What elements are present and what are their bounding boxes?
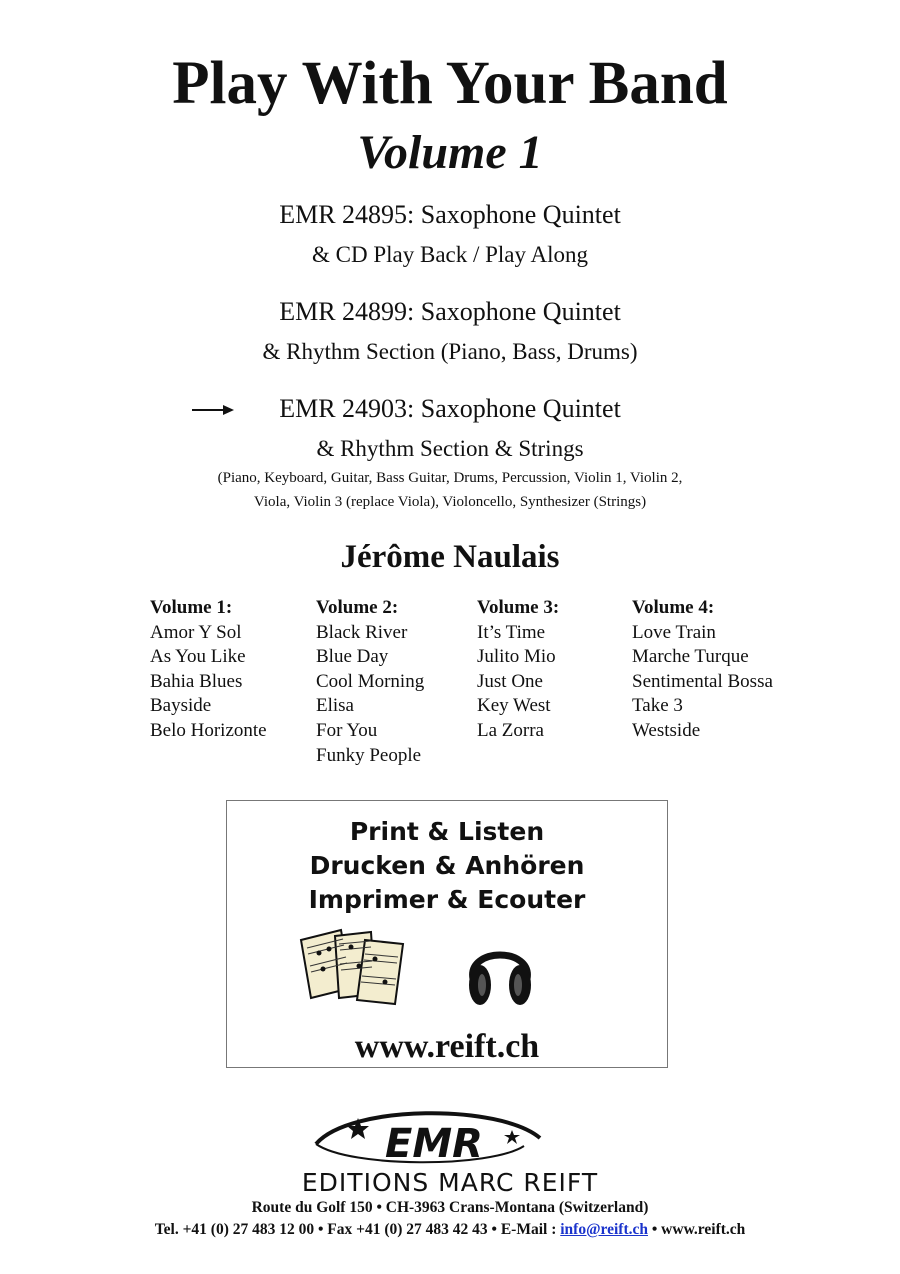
edition-3-subtitle: & Rhythm Section & Strings	[316, 436, 584, 461]
page-title: Play With Your Band	[172, 50, 728, 117]
volume-heading: Volume 4:	[632, 597, 715, 618]
volume-4-list	[632, 596, 773, 744]
list-item: Funky People	[316, 744, 422, 766]
print-listen-box	[226, 800, 668, 1068]
edition-3-instruments-line-2: Viola, Violin 3 (replace Viola), Violoncello, Synthesizer (Strings)	[253, 494, 647, 510]
publisher-address: Route du Golf 150 • CH-3963 Crans-Montana (Switzerland)	[251, 1199, 649, 1216]
list-item: Love Train	[632, 621, 716, 643]
list-item: Elisa	[316, 695, 354, 717]
list-item: Marche Turque	[632, 646, 749, 668]
list-item: Black River	[316, 621, 408, 643]
volume-2-list	[316, 596, 424, 768]
print-listen-line-fr: Imprimer & Ecouter	[308, 885, 586, 914]
composer-name: Jérôme Naulais	[340, 539, 560, 575]
edition-3-instruments-line-1: (Piano, Keyboard, Guitar, Bass Guitar, Drums, Percussion, Violin 1, Violin 2,	[217, 470, 683, 486]
emr-logo	[310, 1108, 546, 1170]
volume-1-list	[150, 596, 267, 744]
list-item: Just One	[477, 670, 543, 692]
print-listen-line-de: Drucken & Anhören	[309, 851, 585, 880]
edition-3-title: EMR 24903: Saxophone Quintet	[279, 394, 621, 423]
headphones-icon	[463, 929, 537, 1011]
list-item: Blue Day	[316, 646, 389, 668]
list-item: Belo Horizonte	[150, 719, 267, 741]
list-item: It’s Time	[477, 621, 546, 643]
sheet-music-icon	[299, 926, 414, 1006]
list-item: Key West	[477, 695, 551, 717]
list-item: For You	[316, 719, 378, 741]
website-url[interactable]: www.reift.ch	[354, 1028, 540, 1065]
list-item: Bayside	[150, 695, 212, 717]
contact-suffix[interactable]: • www.reift.ch	[648, 1221, 746, 1238]
list-item: La Zorra	[477, 719, 544, 741]
volume-heading: Volume 1:	[150, 597, 233, 618]
volume-heading: Volume 2:	[316, 597, 399, 618]
publisher-contact	[0, 1219, 900, 1241]
list-item: Take 3	[632, 695, 683, 717]
email-link[interactable]: info@reift.ch	[560, 1221, 648, 1238]
publisher-name: EDITIONS MARC REIFT	[301, 1168, 599, 1197]
print-listen-line-en: Print & Listen	[349, 817, 545, 846]
list-item: Amor Y Sol	[150, 621, 242, 643]
list-item: Sentimental Bossa	[632, 670, 773, 692]
contact-prefix: Tel. +41 (0) 27 483 12 00 • Fax +41 (0) 27 483 42 43 • E-Mail :	[154, 1221, 561, 1238]
volume-3-list	[477, 596, 559, 744]
list-item: As You Like	[150, 646, 246, 668]
volume-heading: Volume 3:	[477, 597, 560, 618]
edition-2-subtitle: & Rhythm Section (Piano, Bass, Drums)	[262, 339, 638, 364]
list-item: Cool Morning	[316, 670, 425, 692]
edition-1-title: EMR 24895: Saxophone Quintet	[279, 200, 621, 229]
logo-text: EMR	[385, 1121, 483, 1167]
page-subtitle: Volume 1	[357, 126, 543, 179]
edition-2-title: EMR 24899: Saxophone Quintet	[279, 297, 621, 326]
list-item: Bahia Blues	[150, 670, 243, 692]
list-item: Westside	[632, 719, 701, 741]
list-item: Julito Mio	[477, 646, 556, 668]
edition-1-subtitle: & CD Play Back / Play Along	[312, 242, 588, 267]
